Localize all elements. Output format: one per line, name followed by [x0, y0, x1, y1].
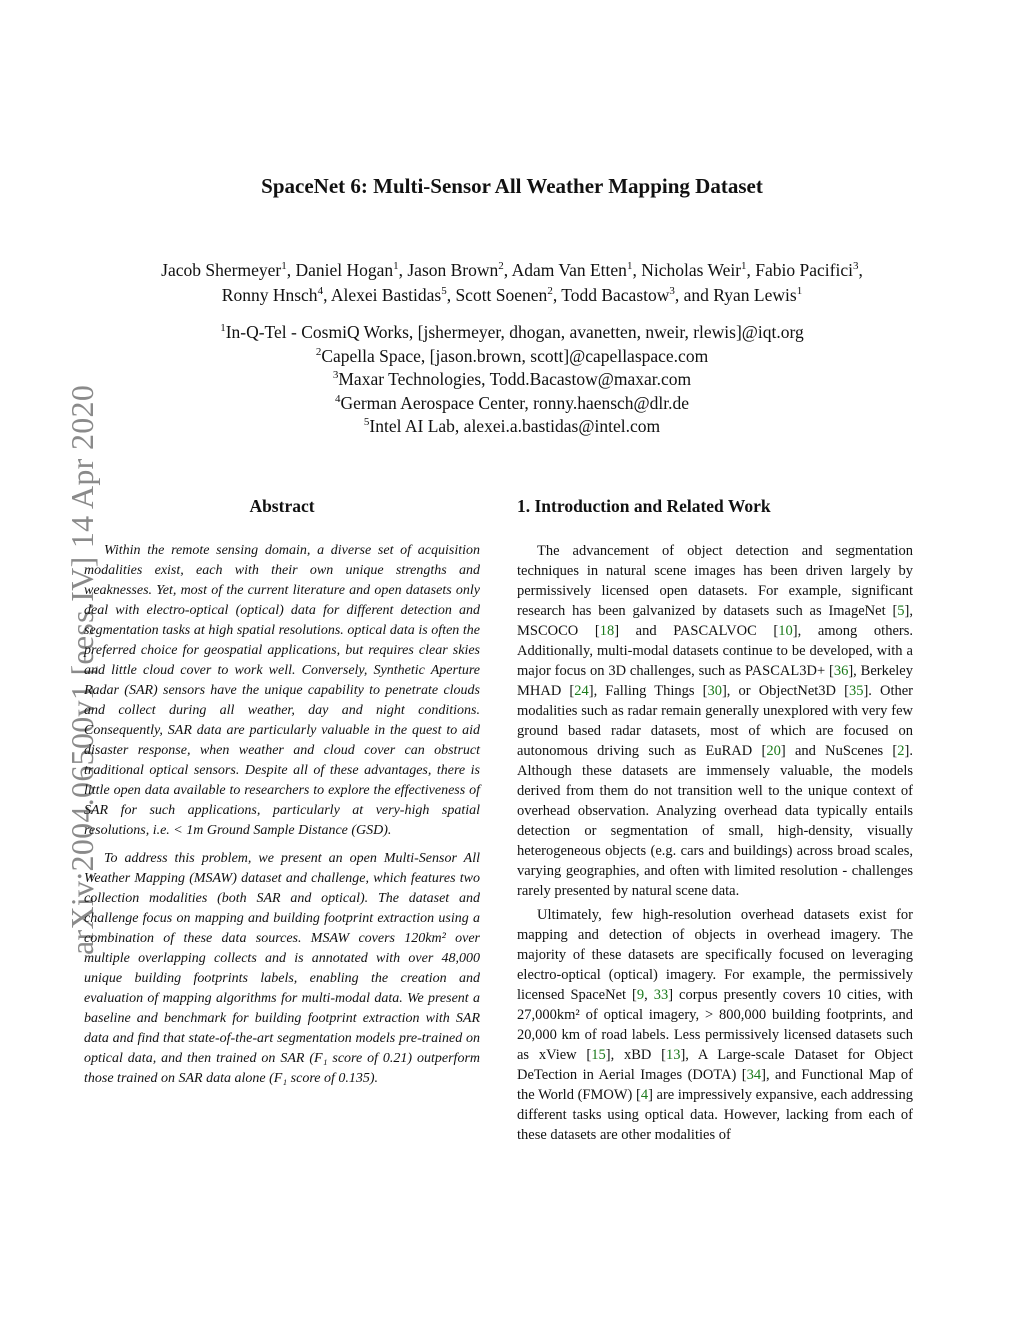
introduction-paragraph-2: Ultimately, few high-resolution overhead datasets exist for mapping and detection of objects in overhead imagery. The majority of these datasets are specifically focused on leveraging electro-optical (optical) imagery. For example, the permissively licensed SpaceNet [9, 33] corpus presently covers 10 cities, with 27,000km² of optical imagery, > 800,000 building footprints, and 20,000 km of road labels. Less permissively licensed datasets such as xView [15], xBD [13], A Large-scale Dataset for Object DeTection in Aerial Images (DOTA) [34], and Functional Map of the World (FMOW) [4] are impressively expansive, each addressing different tasks using optical data. However, lacking from each of these datasets are other modalities of [517, 907, 914, 1143]
citation-link[interactable]: 9 [636, 987, 645, 1003]
citation-link[interactable]: 24 [574, 683, 589, 699]
citation-link[interactable]: 20 [766, 743, 781, 759]
author-affiliation-mark: 3 [852, 260, 859, 273]
citation-link[interactable]: 30 [707, 683, 722, 699]
author-affiliation-mark: 4 [317, 285, 324, 298]
author-affiliation-mark: 1 [741, 260, 747, 273]
introduction-paragraph-1: The advancement of object detection and segmentation techniques in natural scene images has been driven largely by permissively licensed open datasets. For example, significant research has been galvanized by datasets such as ImageNet [5], MSCOCO [18] and PASCALVOC [10], among others. Additionally, multi-modal datasets continue to be developed, with a major focus on 3D challenges, such as PASCAL3D+ [36], Berkeley MHAD [24], Falling Things [30], or ObjectNet3D [35]. Other modalities such as radar remain generally unexplored with very few ground based radar datasets, most of which are focused on autonomous driving such as EuRAD [20] and NuScenes [2]. Although these datasets are immensely valuable, the models derived from them do not transition well to the unique context of overhead observation. Analyzing overhead data typically entails detection or segmentation of small, high-density, visually heterogeneous objects (e.g. cars and buildings) across broad scales, varying geographies, and often with limited resolution - challenges rarely presented by natural scene data. [517, 543, 914, 899]
author-name: Jason Brown [407, 260, 499, 280]
author-line-2: Ronny Hnsch$^4$, Alexei Bastidas$^5$, Scott Soenen$^2$, Todd Bacastow$^3$, and Ryan Lewis$^1$ [221, 285, 803, 305]
abstract-paragraph-2: To address this problem, we present an open Multi-Sensor All Weather Mapping (MSAW) dataset and challenge, which features two collection modalities (both SAR and optical). The dataset and challenge focus on mapping and building footprint extraction using a combination of these data sources. MSAW covers 120km² over multiple overlapping collects and is annotated with over 48,000 unique building footprints labels, enabling the creation and evaluation of mapping algorithms for multi-modal data. We present a baseline and benchmark for building footprint extraction with SAR data and find that state-of-the-art segmentation models pre-trained on optical data, and then trained on SAR (F₁ score of 0.21) outperform those trained on SAR data alone (F₁ score of 0.135). [84, 851, 480, 1086]
citation-link[interactable]: 2 [897, 743, 905, 759]
author-name: Jacob Shermeyer [161, 260, 282, 280]
author-name: Adam Van Etten [511, 260, 627, 280]
author-name: Daniel Hogan [295, 260, 394, 280]
author-name: Todd Bacastow [561, 285, 670, 305]
citation-link[interactable]: 13 [665, 1047, 681, 1063]
introduction-heading: 1. Introduction and Related Work [517, 496, 771, 516]
author-name: Fabio Pacifici [755, 260, 853, 280]
author-affiliation-mark: 1 [796, 285, 803, 298]
affiliation-line: $^5$Intel AI Lab, alexei.a.bastidas@intel.com [363, 416, 661, 437]
citation-link[interactable]: 18 [599, 623, 615, 639]
citation-link[interactable]: 10 [778, 623, 793, 639]
citation-link[interactable]: 15 [591, 1047, 606, 1063]
citation-link[interactable]: 5 [897, 603, 905, 619]
affiliation-line: $^1$In-Q-Tel - CosmiQ Works, [jshermeyer, dhogan, avanetten, nweir, rlewis]@iqt.org [220, 322, 804, 342]
abstract-section [84, 496, 480, 1097]
author-affiliation-mark: 1 [626, 260, 633, 273]
citation-link[interactable]: 35 [848, 683, 864, 699]
citation-link[interactable]: 36 [833, 663, 849, 679]
citation-link[interactable]: 33 [653, 987, 669, 1003]
author-line-1: Jacob Shermeyer$^1$, Daniel Hogan$^1$, Jason Brown$^2$, Adam Van Etten$^1$, Nicholas Weir$^1$, Fabio Pacifici$^3$, [161, 260, 863, 280]
author-affiliation-mark: 2 [547, 285, 553, 298]
author-name: Scott Soenen [455, 285, 548, 305]
citation-link[interactable]: 4 [640, 1087, 649, 1103]
arxiv-stamp-text: arXiv:2004.06500v1 [eess.IV] 14 Apr 2020 [64, 384, 100, 955]
abstract-heading: Abstract [249, 496, 315, 516]
author-name: Alexei Bastidas [330, 285, 442, 305]
author-name: Ryan Lewis [713, 285, 797, 305]
affiliation-line: $^4$German Aerospace Center, ronny.haensch@dlr.de [334, 392, 690, 413]
paper-title: SpaceNet 6: Multi-Sensor All Weather Mapping Dataset [261, 174, 763, 198]
author-list [60, 258, 964, 308]
author-name: Nicholas Weir [641, 260, 742, 280]
arxiv-stamp [12, 355, 100, 955]
author-affiliation-mark: 1 [281, 260, 287, 273]
author-affiliation-mark: 5 [441, 285, 447, 298]
author-name: Ronny Hnsch [221, 285, 318, 305]
abstract-paragraph-1: Within the remote sensing domain, a diverse set of acquisition modalities exist, each with their own unique strengths and weaknesses. Yet, most of the current literature and open datasets only deal with electro-optical (optical) data for different detection and segmentation tasks at high spatial resolutions. optical data is often the preferred choice for geospatial applications, but requires clear skies and little cloud cover to work well. Conversely, Synthetic Aperture Radar (SAR) sensors have the unique capability to penetrate clouds and collect during all weather, day and night conditions. Consequently, SAR data are particularly valuable in the quest to aid disaster response, when weather and cloud cover can obstruct traditional optical sensors. Despite all of these advantages, there is little open data available to researchers to explore the effectiveness of SAR for such applications, particularly at very-high spatial resolutions, i.e. < 1m Ground Sample Distance (GSD). [84, 543, 480, 838]
affiliation-line: $^2$Capella Space, [jason.brown, scott]@capellaspace.com [315, 345, 709, 366]
author-affiliation-mark: 3 [669, 285, 675, 298]
affiliation-list [60, 321, 964, 439]
author-affiliation-mark: 1 [393, 260, 399, 273]
introduction-section [517, 496, 913, 1149]
author-affiliation-mark: 2 [498, 260, 504, 273]
citation-link[interactable]: 34 [746, 1067, 762, 1083]
affiliation-line: $^3$Maxar Technologies, Todd.Bacastow@maxar.com [332, 369, 692, 390]
